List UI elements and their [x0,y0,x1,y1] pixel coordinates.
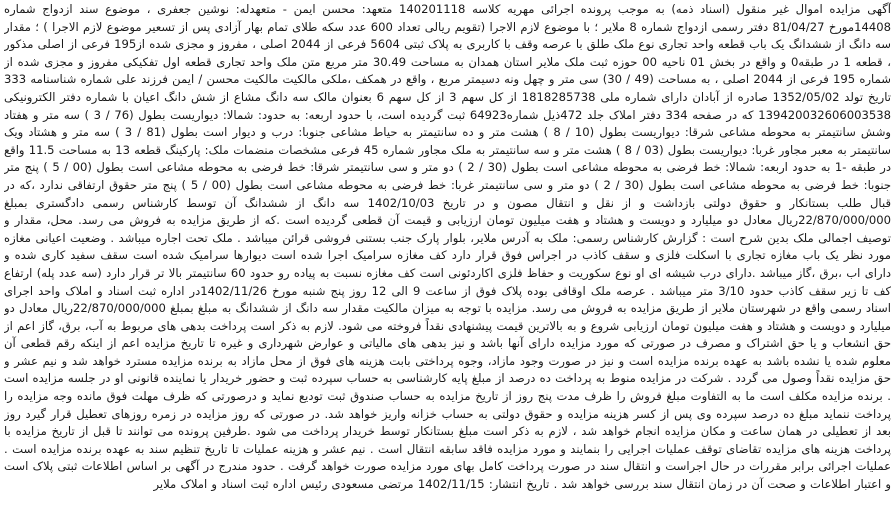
notice-paragraph: آگهی مزایده اموال غیر منقول (اسناد ذمه) به موجب پرونده اجرائی مهریه کلاسه 140201118 متعهد: محسن ایمن - متعهدله: نوشین جعفری ، موضوع سند ازدواج شماره 14408مورخ 81/04/27 دفتر رسمی ازدواج شماره 8 ملایر ؛ با موضوع لازم الاجرا (تقویم ریالی تعداد 600 عدد سکه طلای تمام بهار آزادی پس از تسعیر موضوع لازم الاجرا ) ؛ مقدار سه دانگ از ششدانگ یک باب قطعه واحد تجاری نوع ملک طلق با عرصه وقف با کاربری به پلاک ثبتی 5604 فرعی از 2044 اصلی ، مفروز و مجزی شده از195 فرعی از اصلی مذکور ، قطعه 1 در طبقه0 و واقع در بخش 01 ناحیه 00 حوزه ثبت ملک ملایر استان همدان به مساحت 30.49 متر مربع متن ملک واحد تجاری قطعه اول تفکیکی مفروز و مجزی شده از شماره 195 فرعی از 2044 اصلی ، به مساحت (49 / 30) سی متر و چهل ونه دسیمتر مربع ، واقع در همکف ،ملکی مالکیت مالکیت محسن / ایمن فرزند علی شماره شناسنامه 333 تاریخ تولد 1352/05/02 صادره از آبادان دارای شماره ملی 1818285738 از کل سهم 3 از کل سهم 6 بعنوان مالک سه دانگ مشاع از شش دانگ اعیان با شماره دفتر الکترونیکی 139420032606003538 که در صفحه 334 دفتر املاک جلد 472ذیل شماره64923 ثبت گردیده است، با حدود اربعه: به حدود: شمالا: دیواریست بطول (76 / 3 ) سه متر و هفتاد وشش سانتیمتر به محوطه مشاعی شرقا: دیواریست بطول (10 / 8 ) هشت متر و ده سانتیمتر به حیاط مشاعی جنوبا: درب و دیوار است بطول (81 / 3 ) سه متر و هشتاد ویک سانتیمتر به معبر مجاور غربا: دیواریست بطول (03 / 8 ) هشت متر و سه سانتیمتر به ملک مجاور شماره 45 فرعی مشخصات منضمات ملک: پارکینگ قطعه 13 به مساحت 11.5 واقع در طبقه -1 به حدود اربعه: شمالا: خط فرضی به محوطه مشاعی است بطول (30 / 2 ) دو متر و سی سانتیمتر شرقا: خط فرضی به محوطه مشاعی است بطول (00 / 5 ) پنج متر جنوبا: خط فرضی به محوطه مشاعی است بطول (30 / 2 ) دو متر و سی سانتیمتر غربا: خط فرضی به محوطه مشاعی است بطول (00 / 5 ) پنج متر حقوق ارتفاقی ندارد ،که در قبال طلب بستانکار و حقوق دولتی بازداشت و از نقل و انتقال مصون و در تاریخ 1402/10/03 سه دانگ از ششدانگ آن توسط کارشناس رسمی دادگستری بمبلغ 22/870/000/000ریال معادل دو میلیارد و دویست و هشتاد و هفت میلیون تومان ارزیابی و قیمت آن قطعی گردیده است .که از طریق مزایده به فروش می رسد. محل، مقدار و توصیف اجمالی ملک بدین شرح است : گزارش کارشناس رسمی: ملک به آدرس ملایر، بلوار پارک جنب بستنی فروشی قرائن میباشد . ملک تحت اجاره میباشد . وضعیت اعیانی مغازه مورد نظر یک باب مغازه تجاری با اسکلت فلزی و سقف کاذب در اجراس فوق قرار دارد کف مغازه سرامیک اجرا شده است دیوارها سرامیک شده است سقف سفید کاری شده و دارای اب ،برق ،گاز میباشد .دارای درب شیشه ای او نوع سکوریت و حفاظ فلزی اکاردئونی است کف مغازه نسبت به پیاده رو حدود 60 سانتیمتر بالا تر قرار دارد (سه عدد پله) ارتفاع کف تا زیر سقف کاذب حدود 3/10 متر میباشد . عرصه ملک اوقافی بوده پلاک فوق از ساعت 9 الی 12 روز پنج شنبه مورخ 1402/11/26در اداره ثبت اسناد و املاک واحد اجرای اسناد رسمی واقع در شهرستان ملایر از طریق مزایده به فروش می رسد. مزایده با توجه به میزان مالکیت مقدار سه دانگ از ششدانگ به مبلغ بمبلغ 22/870/000/000ریال معادل دو میلیارد و دویست و هشتاد و هفت میلیون تومان ارزیابی شروع و به بالاترین قیمت پیشنهادی نقداً فروخته می شود. لازم به ذکر است پرداخت بدهی های مربوط به آب، برق، گاز اعم از حق انشعاب و یا حق اشتراک و مصرف در صورتی که مورد مزایده دارای آنها باشد و نیز بدهی های مالیاتی و عوارض شهرداری و غیره تا تاریخ مزایده اعم از اینکه رقم قطعی آن معلوم شده یا نشده باشد به عهده برنده مزایده است و نیز در صورت وجود مازاد، وجوه پرداختی بابت هزینه های فوق از محل مازاد به برنده مزایده مسترد خواهد شد و نیم عشر و حق مزایده نقداً وصول می گردد . شرکت در مزایده منوط به پرداخت ده درصد از مبلغ پایه کارشناسی به حساب سپرده ثبت و حضور خریدار یا نماینده قانونی او در جلسه مزایده است . برنده مزایده مکلف است ما به التفاوت مبلغ فروش را ظرف مدت پنج روز از تاریخ مزایده به حساب صندوق ثبت تودیع نماید و درصورتی که ظرف مهلت فوق مانده وجه مزایده را پرداخت ننماید مبلغ ده درصد سپرده وی پس از کسر هزینه مزایده و حقوق دولتی به حساب خزانه واریز خواهد شد. در صورتی که روز مزایده در زمره روزهای تعطیل قرار گیرد روز بعد از تعطیلی در همان ساعت و مکان مزایده انجام خواهد شد ، لازم به ذکر است مبلغ بستانکار توسط خریدار پرداخت می شود .طرفین پرونده می توانند تا قبل از تاریخ مزایده با پرداخت هزینه های مزایده تقاضای توقف عملیات اجرایی را بنمایند و مورد مزایده فاقد سابقه انتقال است . نیم عشر و هزینه عملیات تا تاریخ تنظیم سند به عهده برنده مزایده است . عملیات اجرائی برابر مقررات در حال اجراست و انتقال سند در صورت پرداخت کامل بهای مورد مزایده صورت خواهد گرفت . حدود مندرج در آگهی بر اساس اطلاعات ثبتی پلاک است و اعتبار اطلاعات و صحت آن در زمان انتقال سند بررسی خواهد شد . تاریخ انتشار: 1402/11/15 مرتضی مسعودی رئیس اداره ثبت اسناد و املاک ملایر [4,2,891,492]
auction-notice-text [4,1,891,530]
